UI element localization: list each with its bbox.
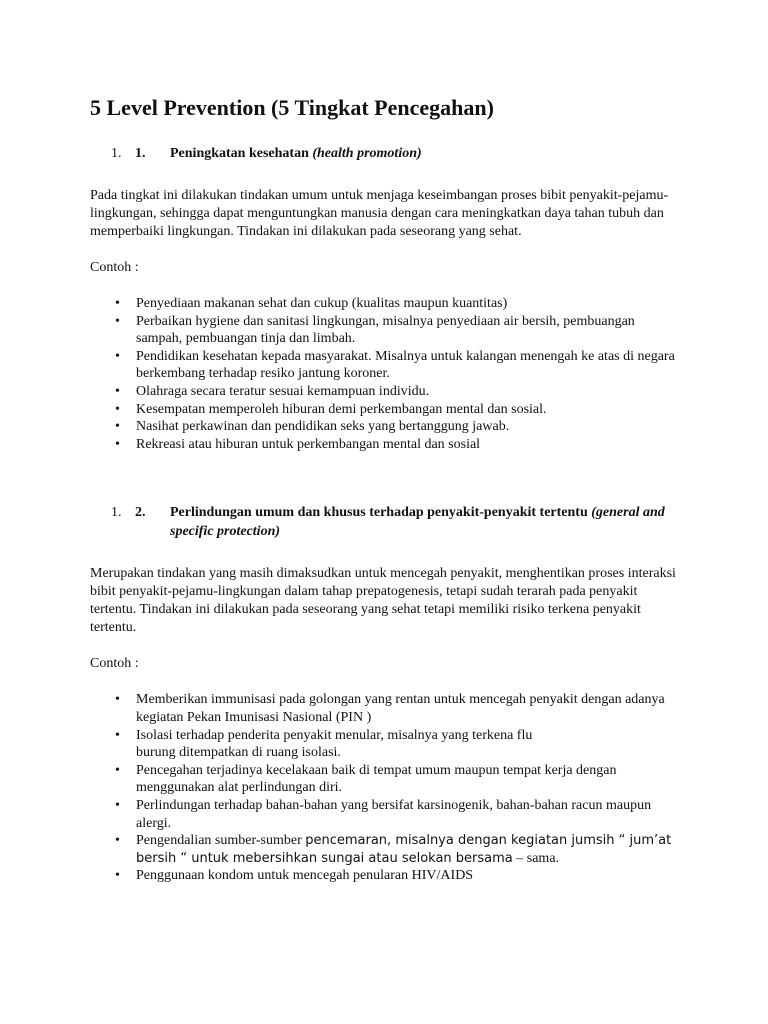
list-item [90,832,678,867]
section-spacer [90,453,678,503]
list-item: • Rekreasi atau hiburan untuk perkembangan mental dan sosial [90,436,678,454]
list-item: • Perbaikan hygiene dan sanitasi lingkungan, misalnya penyediaan air bersih, pembuangan sampah, pembuangan tinja dan limbah. [90,313,678,348]
list-item: • Pencegahan terjadinya kecelakaan baik di tempat umum maupun tempat kerja dengan menggunakan alat perlindungan diri. [90,762,678,797]
list-item: • Nasihat perkawinan dan pendidikan seks yang bertanggung jawab. [90,418,678,436]
section-heading-health-promotion [90,144,678,163]
section-outer-number: 1. [111,505,122,521]
list-item: • Penggunaan kondom untuk mencegah penularan HIV/AIDS [90,867,678,885]
document-title: 5 Level Prevention (5 Tingkat Pencegahan) [90,95,494,120]
section-title-english: (health promotion) [312,146,422,161]
section-title-text: Peningkatan kesehatan [170,146,309,161]
section-heading-protection [90,503,678,541]
list-item: • Memberikan immunisasi pada golongan yang rentan untuk mencegah penyakit dengan adanya kegiatan Pekan Imunisasi Nasional (PIN ) [90,691,678,726]
list-item-continuation: burung ditempatkan di ruang isolasi. [136,745,341,761]
list-item [90,727,678,762]
section-title [170,144,678,163]
list-item-text-end: – sama. [512,850,560,866]
list-item: • Perlindungan terhadap bahan-bahan yang bersifat karsinogenik, bahan-bahan racun maupun alergi. [90,797,678,832]
example-label: Contoh : [90,260,139,275]
section-title [170,503,678,541]
example-list [90,295,678,453]
list-item: • Pendidikan kesehatan kepada masyarakat. Misalnya untuk kalangan menengah ke atas di negara berkembang terhadap resiko jantung koroner. [90,348,678,383]
section-paragraph: Pada tingkat ini dilakukan tindakan umum untuk menjaga keseimbangan proses bibit penyakit-pejamu-lingkungan, sehingga dapat menguntungkan manusia dengan cara meningkatkan daya tahan tubuh dan memperbaiki lingkungan. Tindakan ini dilakukan pada seseorang yang sehat. [90,188,669,239]
section-outer-number: 1. [111,146,122,161]
list-item: • Penyediaan makanan sehat dan cukup (kualitas maupun kuantitas) [90,295,678,313]
list-item: • Olahraga secara teratur sesuai kemampuan individu. [90,383,678,401]
section-title-english: (general and specific protection) [170,505,665,540]
list-item: • Kesempatan memperoleh hiburan demi perkembangan mental dan sosial. [90,401,678,419]
list-item-text-alt-font: pencemaran, misalnya dengan kegiatan jumsih “ jum’at bersih “ untuk mebersihkan sungai atau selokan bersama [136,833,672,866]
list-item-text: Pengendalian sumber-sumber [136,833,306,849]
example-list [90,691,678,885]
section-title-text: Perlindungan umum dan khusus terhadap penyakit-penyakit tertentu [170,505,588,521]
list-item-text: Isolasi terhadap penderita penyakit menular, misalnya yang terkena flu [136,727,533,743]
section-paragraph: Merupakan tindakan yang masih dimaksudkan untuk mencegah penyakit, menghentikan proses interaksi bibit penyakit-pejamu-lingkungan dalam tahap prepatogenesis, tetapi sudah terarah pada penyakit tertentu. Tindakan ini dilakukan pada seseorang yang sehat tetapi memiliki risiko terkena penyakit tertentu. [90,566,676,636]
example-label: Contoh : [90,656,139,672]
section-inner-number: 1. [135,146,146,161]
section-inner-number: 2. [135,505,146,521]
